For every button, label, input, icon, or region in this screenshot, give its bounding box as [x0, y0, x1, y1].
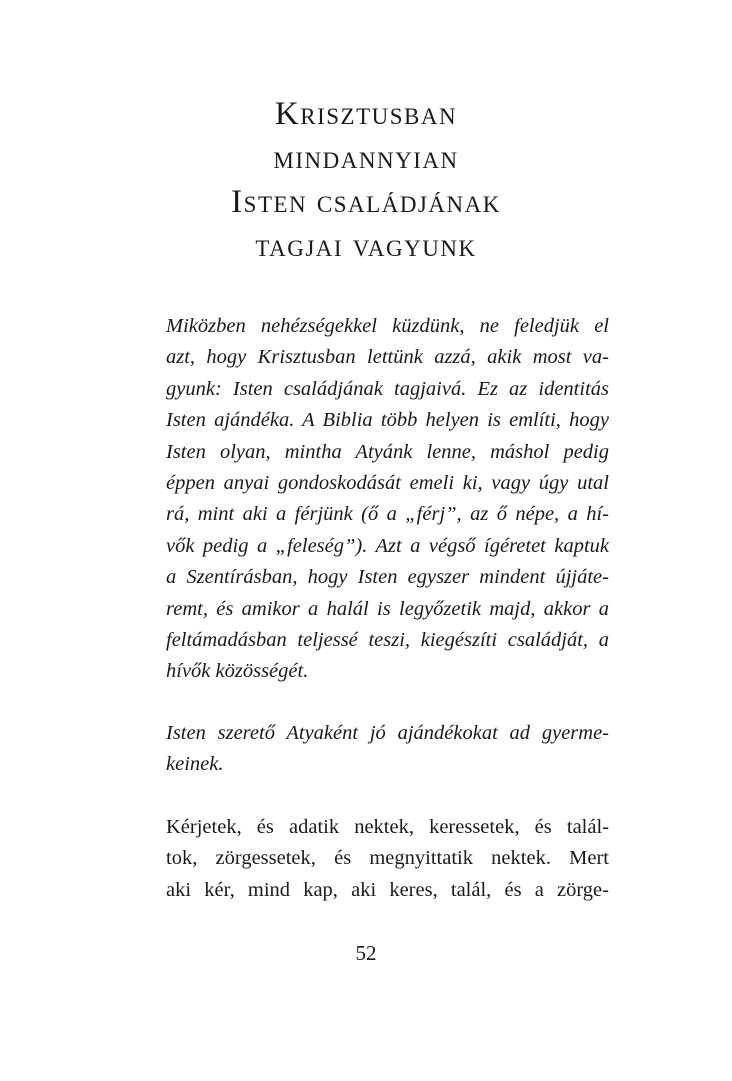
chapter-title-line-1: Krisztusban [274, 96, 458, 132]
paragraph-line: aki kér, mind kap, aki keres, talál, és a zörge- [166, 878, 609, 901]
paragraph-gifts [166, 718, 609, 781]
paragraph-line: remt, és amikor a halál is legyőzetik majd, akkor a [166, 597, 609, 620]
paragraph-line: Isten olyan, mintha Atyánk lenne, máshol pedig [166, 440, 609, 463]
chapter-title-line-2: mindannyian [273, 140, 459, 176]
chapter-title-line-4: tagjai vagyunk [255, 228, 477, 264]
paragraph-line: a Szentírásban, hogy Isten egyszer mindent újjáte- [166, 566, 609, 589]
paragraph-line: hívők közösségét. [166, 660, 309, 683]
paragraph-line: éppen anyai gondoskodását emeli ki, vagy úgy utal [166, 471, 609, 494]
chapter-title-line-3: Isten családjának [231, 184, 501, 220]
paragraph-line: tok, zörgessetek, és megnyittatik nektek. Mert [166, 847, 609, 870]
paragraph-line: gyunk: Isten családjának tagjaivá. Ez az identitás [166, 377, 609, 400]
paragraph-intro [166, 311, 609, 688]
paragraph-line: rá, mint aki a férjünk (ő a „férj”, az ő népe, a hí- [166, 503, 609, 526]
paragraph-scripture-quote [166, 812, 609, 906]
paragraph-line: feltámadásban teljessé teszi, kiegészíti családját, a [166, 628, 609, 651]
paragraph-line: Isten ajándéka. A Biblia több helyen is említi, hogy [166, 409, 609, 432]
paragraph-line: Kérjetek, és adatik nektek, keressetek, és talál- [166, 816, 609, 838]
chapter-title [0, 92, 732, 268]
paragraph-line: vők pedig a „feleség”). Azt a végső ígéretet kaptuk [166, 534, 609, 557]
paragraph-line: Miközben nehézségekkel küzdünk, ne feledjük el [166, 315, 609, 337]
paragraph-line: Isten szerető Atyaként jó ajándékokat ad gyerme- [166, 722, 609, 744]
paragraph-line: azt, hogy Krisztusban lettünk azzá, akik most va- [166, 346, 609, 369]
paragraph-line: keinek. [166, 753, 224, 776]
page-number: 52 [355, 941, 377, 965]
